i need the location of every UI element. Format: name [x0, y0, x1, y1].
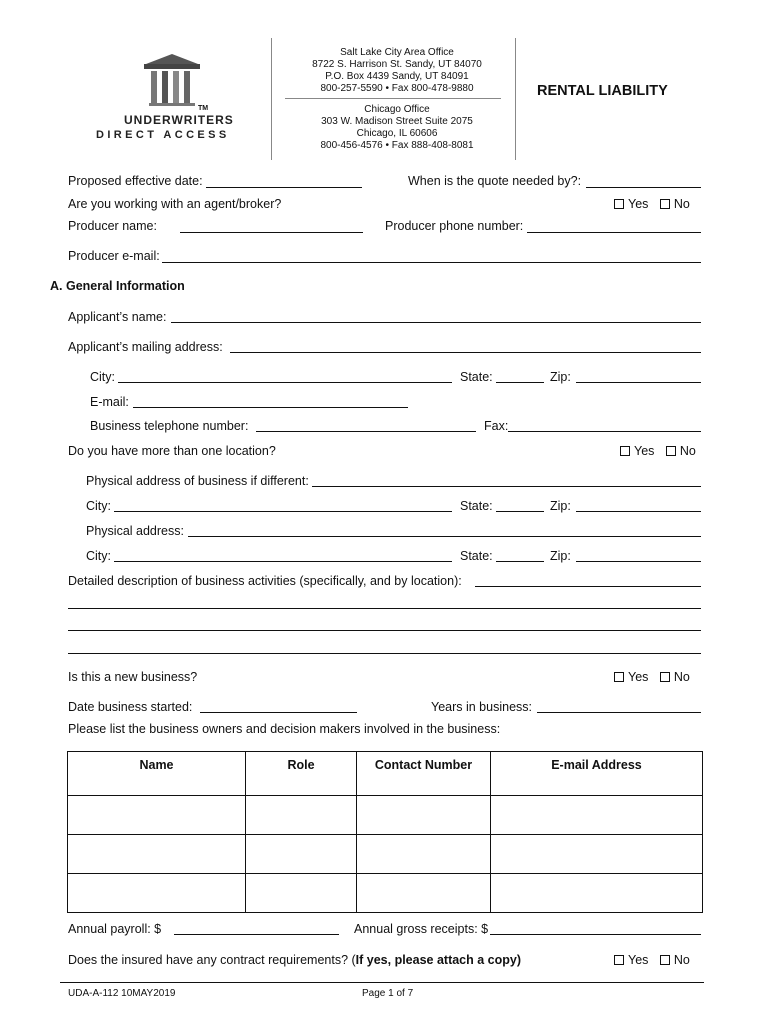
- annual-payroll-field[interactable]: [174, 934, 339, 935]
- producer-phone-label: Producer phone number:: [385, 219, 524, 233]
- more-locations-yes-no: Yes No: [620, 444, 696, 458]
- office-separator: [285, 98, 501, 99]
- producer-name-field[interactable]: [180, 232, 363, 233]
- chicago-office: [282, 104, 512, 152]
- company-logo: [96, 52, 256, 146]
- location2-zip-label: Zip:: [550, 499, 571, 513]
- location2-city-field[interactable]: [114, 511, 452, 512]
- agent-question-label: Are you working with an agent/broker?: [68, 197, 282, 211]
- mailing-address-field[interactable]: [230, 352, 701, 353]
- logo-line-2: DIRECT ACCESS: [96, 129, 230, 141]
- trademark-mark: TM: [198, 105, 209, 112]
- owner-email-cell[interactable]: [491, 796, 703, 835]
- chicago-street: 303 W. Madison Street Suite 2075: [321, 116, 473, 127]
- page-number: Page 1 of 7: [362, 988, 414, 999]
- location2-zip-field[interactable]: [576, 511, 701, 512]
- chicago-title: Chicago Office: [364, 104, 430, 115]
- location3-state-field[interactable]: [496, 561, 544, 562]
- business-phone-field[interactable]: [256, 431, 476, 432]
- activities-field-1[interactable]: [475, 586, 701, 587]
- more-locations-label: Do you have more than one location?: [68, 444, 276, 458]
- business-phone-label: Business telephone number:: [90, 419, 249, 433]
- new-business-no-checkbox[interactable]: [660, 672, 670, 682]
- activities-field-2[interactable]: [68, 608, 701, 609]
- mailing-city-field[interactable]: [118, 382, 452, 383]
- applicant-name-field[interactable]: [171, 322, 701, 323]
- mailing-zip-label: Zip:: [550, 370, 571, 384]
- physical-address-field[interactable]: [188, 536, 701, 537]
- activities-field-4[interactable]: [68, 653, 701, 654]
- location2-state-label: State:: [460, 499, 493, 513]
- fax-field[interactable]: [508, 431, 701, 432]
- footer-rule: [60, 982, 704, 983]
- location2-state-field[interactable]: [496, 511, 544, 512]
- location2-city-label: City:: [86, 499, 111, 513]
- header-divider-left: [271, 38, 272, 160]
- owner-name-cell[interactable]: [68, 874, 246, 913]
- salt-lake-po-box: P.O. Box 4439 Sandy, UT 84091: [325, 71, 469, 82]
- owners-header-name: Name: [68, 752, 246, 796]
- years-in-business-field[interactable]: [537, 712, 701, 713]
- producer-phone-field[interactable]: [527, 232, 701, 233]
- new-business-yes-checkbox[interactable]: [614, 672, 624, 682]
- salt-lake-phone: 800-257-5590 • Fax 800-478-9880: [320, 83, 474, 94]
- section-a-heading: A. General Information: [50, 279, 185, 293]
- columns-logo-icon: [96, 52, 256, 118]
- agent-no-checkbox[interactable]: [660, 199, 670, 209]
- mailing-address-label: Applicant’s mailing address:: [68, 340, 223, 354]
- owners-table-header: [68, 752, 703, 796]
- mailing-city-label: City:: [90, 370, 115, 384]
- chicago-phone: 800-456-4576 • Fax 888-408-8081: [320, 140, 474, 151]
- fax-label: Fax:: [484, 419, 509, 433]
- activities-label: Detailed description of business activities (specifically, and by location):: [68, 574, 462, 588]
- physical-if-different-field[interactable]: [312, 486, 701, 487]
- producer-email-label: Producer e-mail:: [68, 249, 160, 263]
- contract-no-checkbox[interactable]: [660, 955, 670, 965]
- owners-header-role: Role: [246, 752, 357, 796]
- quote-needed-label: When is the quote needed by?:: [408, 174, 582, 188]
- date-started-field[interactable]: [200, 712, 357, 713]
- contract-yes-no: Yes No: [614, 953, 690, 967]
- location3-zip-label: Zip:: [550, 549, 571, 563]
- new-business-yes-no: Yes No: [614, 670, 690, 684]
- new-business-label: Is this a new business?: [68, 670, 198, 684]
- agent-yes-no: Yes No: [614, 197, 690, 211]
- salt-lake-title: Salt Lake City Area Office: [340, 47, 454, 58]
- physical-if-different-label: Physical address of business if different:: [86, 474, 309, 488]
- gross-receipts-label: Annual gross receipts: $: [354, 922, 489, 936]
- table-row: [68, 796, 703, 835]
- salt-lake-street: 8722 S. Harrison St. Sandy, UT 84070: [312, 59, 482, 70]
- contract-question-text: Does the insured have any contract requirements? (: [68, 953, 356, 967]
- date-started-label: Date business started:: [68, 700, 193, 714]
- more-locations-yes-checkbox[interactable]: [620, 446, 630, 456]
- chicago-city: Chicago, IL 60606: [356, 128, 438, 139]
- owner-contact-cell[interactable]: [357, 796, 491, 835]
- owner-contact-cell[interactable]: [357, 835, 491, 874]
- logo-line-1: UNDERWRITERS: [124, 113, 234, 127]
- email-label: E-mail:: [90, 395, 129, 409]
- owners-prompt: Please list the business owners and decision makers involved in the business:: [68, 722, 501, 736]
- table-row: [68, 874, 703, 913]
- owner-email-cell[interactable]: [491, 874, 703, 913]
- agent-yes-checkbox[interactable]: [614, 199, 624, 209]
- contract-question-note: If yes, please attach a copy): [355, 953, 522, 967]
- form-title: RENTAL LIABILITY: [537, 83, 668, 99]
- header-divider-right: [515, 38, 516, 160]
- mailing-state-label: State:: [460, 370, 493, 384]
- owner-email-cell[interactable]: [491, 835, 703, 874]
- contract-yes-checkbox[interactable]: [614, 955, 624, 965]
- location3-zip-field[interactable]: [576, 561, 701, 562]
- salt-lake-office: [282, 47, 512, 95]
- owner-role-cell[interactable]: [246, 835, 357, 874]
- owner-contact-cell[interactable]: [357, 874, 491, 913]
- years-in-business-label: Years in business:: [431, 700, 532, 714]
- owner-name-cell[interactable]: [68, 835, 246, 874]
- owners-table: [67, 751, 703, 913]
- more-locations-no-checkbox[interactable]: [666, 446, 676, 456]
- location3-city-field[interactable]: [114, 561, 452, 562]
- effective-date-label: Proposed effective date:: [68, 174, 203, 188]
- table-row: [68, 835, 703, 874]
- annual-payroll-label: Annual payroll: $: [68, 922, 162, 936]
- effective-date-field[interactable]: [206, 187, 362, 188]
- mailing-zip-field[interactable]: [576, 382, 701, 383]
- form-code: UDA-A-112 10MAY2019: [68, 988, 176, 999]
- email-field[interactable]: [133, 407, 408, 408]
- applicant-name-label: Applicant’s name:: [68, 310, 167, 324]
- mailing-state-field[interactable]: [496, 382, 544, 383]
- quote-needed-field[interactable]: [586, 187, 701, 188]
- location3-city-label: City:: [86, 549, 111, 563]
- owner-role-cell[interactable]: [246, 874, 357, 913]
- contract-question: [68, 953, 521, 967]
- owners-header-contact: Contact Number: [357, 752, 491, 796]
- owner-role-cell[interactable]: [246, 796, 357, 835]
- producer-email-field[interactable]: [162, 262, 701, 263]
- activities-field-3[interactable]: [68, 630, 701, 631]
- gross-receipts-field[interactable]: [490, 934, 701, 935]
- owner-name-cell[interactable]: [68, 796, 246, 835]
- location3-state-label: State:: [460, 549, 493, 563]
- physical-address-label: Physical address:: [86, 524, 184, 538]
- owners-header-email: E-mail Address: [491, 752, 703, 796]
- producer-name-label: Producer name:: [68, 219, 157, 233]
